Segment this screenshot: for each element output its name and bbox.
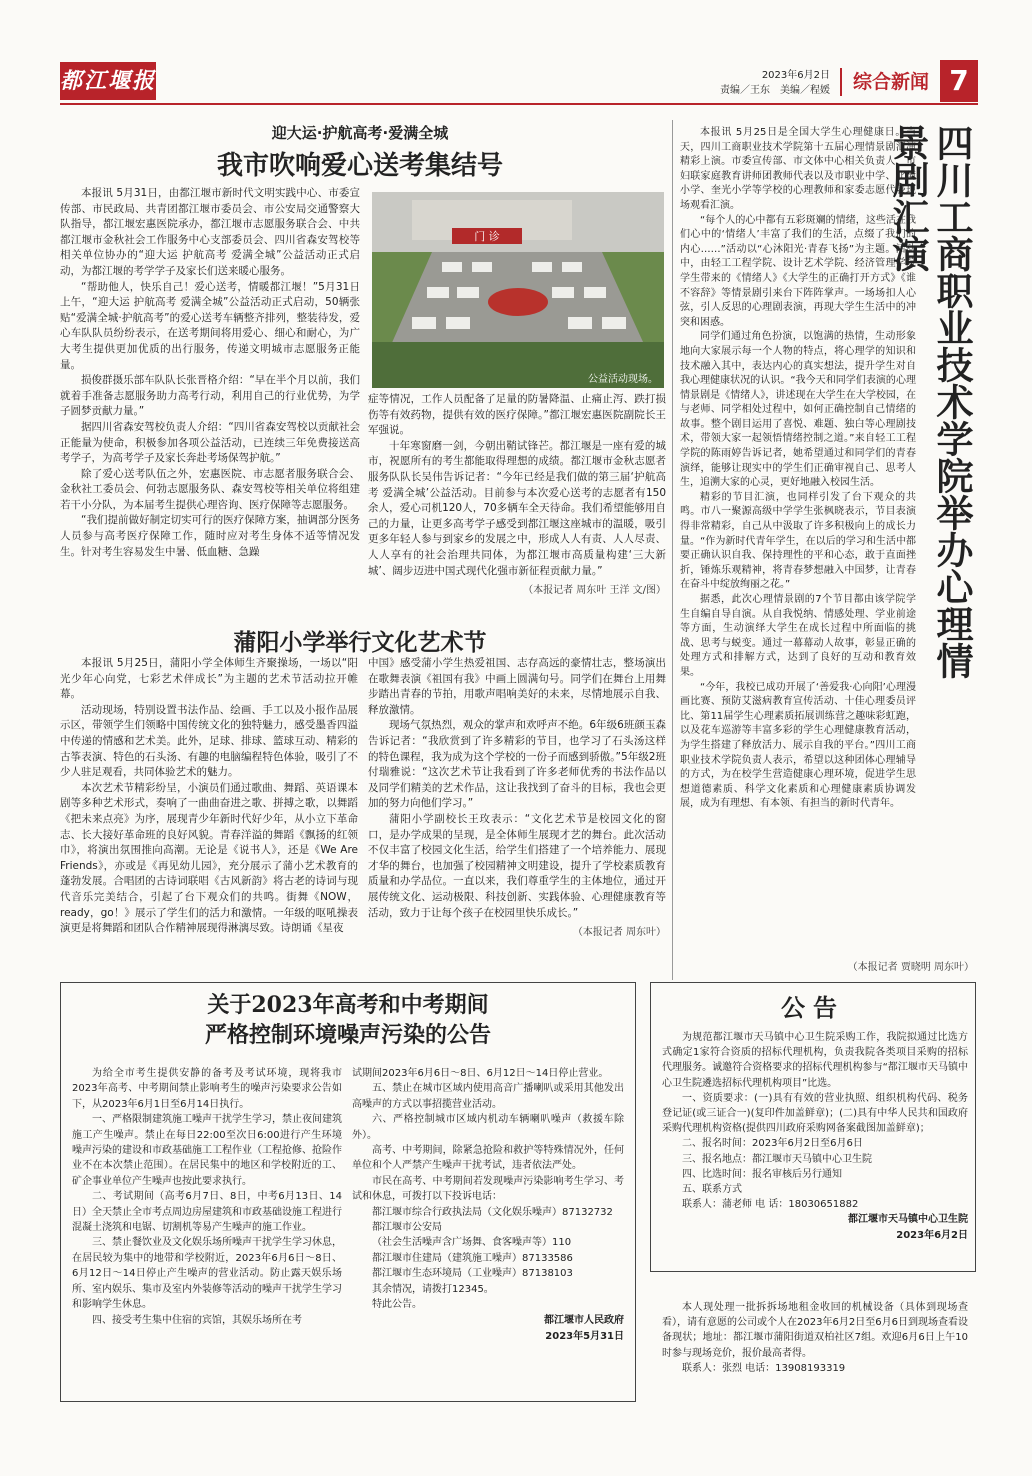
section-name: 综合新闻: [840, 68, 940, 96]
paragraph: 为给全市考生提供安静的备考及考试环境，现将我市2023年高考、中考期间禁止影响考生的噪声污染要求公告如下，从2023年6月1日至6月14日执行。: [72, 1068, 342, 1110]
paragraph: “每个人的心中都有五彩斑斓的情绪，这些活在我们心中的‘情绪人’丰富了我们的生活，点缀了我们的内心……”活动以“心沐阳光·青春飞扬”为主题。活动中，由轻工工程学院、设计艺术学院、经济管理学院学生带来的《情绪人》《大学生的正确打开方式》《谁不容辞》等情景剧引来台下阵阵掌声。一场场扣人心弦，引人反思的心理剧表演，再现大学生生活中的冲突和困惑。: [680, 214, 916, 328]
contact-line: 都江堰市生态环境局（工业噪声）87138103: [372, 1268, 573, 1280]
paragraph: 本报讯 5月31日，由都江堰市新时代文明实践中心、市委宣传部、市民政局、共青团都江堰市委员会、市公安局交通警察大队指导，都江堰宏惠医院承办，都江堰市志愿服务联合会、中共都江堰市金秋社会工作服务中心支部委员会、四川省森安驾校等相关单位协办的“迎大运 护航高考 爱满全城”公益活动正式启动，为都江堰的考学学子及家长们送来暖心服务。: [60, 187, 360, 277]
paragraph: 本报讯 5月25日，蒲阳小学全体师生齐聚操场，一场以“阳光少年心向党，七彩艺术伴成长”为主题的艺术节活动拉开帷幕。: [60, 657, 358, 701]
paragraph: 据四川省森安驾校负责人介绍：“四川省森安驾校以贡献社会正能量为使命，积极参加各项公益活动，已连续三年免费接送高考学子，为高考学子及家长奔赴考场保驾护航。”: [60, 420, 360, 465]
notice-item: 四、比选时间：报名审核后另行通知: [682, 1168, 842, 1180]
paragraph: 五、禁止在城市区域内使用高音广播喇叭或采用其他发出高噪声的方式以事招揽营业活动。: [352, 1083, 624, 1110]
paragraph: 四、接受考生集中住宿的宾馆，其娱乐场所在考: [92, 1314, 302, 1326]
article1-kicker: 迎大运·护航高考·爱满全城: [271, 124, 449, 142]
paragraph: 十年寒窗磨一剑，今朝出鞘试锋芒。都江堰是一座有爱的城市，祝愿所有的考生都能取得理想的成绩。都江堰市金秋志愿者服务队队长吴伟告诉记者：“今年已经是我们做的第三届‘护航高考 爱满全城’公益活动。目前参与本次爱心送考的志愿者有150余人，爱心司机120人，70多辆车全天待命。我们希望能够用自己的力量，让更多高考学子感受到都江堰这座城市的温暖，吸引更多年轻人参与到家乡的发展之中，形成人人有责、人人尽责、人人享有的社会治理共同体，为都江堰市高质量构建‘三大新城’、阔步迈进中国式现代化强市新征程贡献力量。”: [368, 439, 666, 577]
paragraph: 三、禁止餐饮业及文化娱乐场所噪声干扰学生学习休息，在居民较为集中的地带和学校附近，2023年6月6日～8日、6月12日～14日停止产生噪声的营业活动。防止露天娱乐场所、室内娱乐、集市及室内外装修等活动的噪声干扰学生学习和影响学生休息。: [72, 1237, 342, 1311]
notice-item: 二、报名时间：2023年6月2日至6月6日: [682, 1138, 863, 1150]
paragraph: 症等情况，工作人员配备了足量的防暑降温、止痛止泻、跌打损伤等有效药物，提供有效的医疗保障。”都江堰宏惠医院副院长王军强说。: [368, 393, 666, 437]
contact-line: 特此公告。: [372, 1299, 422, 1311]
paragraph: 除了爱心送考队伍之外，宏惠医院、市志愿者服务联合会、金秋社工委员会、何勃志愿服务队、森安驾校等相关单位将组建若干小分队，为本届考生提供心理咨询、医疗保障等志愿服务。: [60, 467, 360, 511]
article2-column-1: [60, 656, 358, 937]
event-photo: [372, 192, 664, 388]
article2-column-2: [368, 656, 666, 941]
issue-date: 2023年6月2日: [761, 70, 830, 81]
paragraph: 活动现场，特别设置书法作品、绘画、手工以及小报作品展示区，带领学生们领略中国传统文化的独特魅力，感受墨香四溢中传递的情感和艺术美。此外，足球、排球、篮球互动、精彩的古筝表演、特色的石头汤、有趣的电脑编程特色体验，吸引了不少人驻足观看，共同体验艺术的魅力。: [60, 703, 358, 779]
contact-line: 都江堰市住建局（建筑施工噪声）87133586: [372, 1252, 573, 1264]
article3-byline: （本报记者 贾晓明 周东叶）: [847, 962, 974, 973]
issue-meta: [700, 68, 830, 98]
paragraph: 市民在高考、中考期间若发现噪声污染影响考生学习、考试和休息，可拨打以下投诉电话：: [352, 1175, 624, 1203]
paragraph: 一、严格限制建筑施工噪声干扰学生学习，禁止夜间建筑施工产生噪声。禁止在每日22:00至次日6:00进行产生环境噪声污染的建设和市政基础施工工程作业（工程抢修、抢险作业不在本次禁止范围）。在居民集中的地区和学校附近的工、矿企事业单位产生噪声也按此要求执行。: [72, 1114, 342, 1187]
header-rule: [60, 103, 978, 105]
paragraph: 现场气氛热烈，观众的掌声和欢呼声不绝。6年级6班颜玉森告诉记者：“我欣赏到了许多精彩的节目，也学习了石头汤这样的特色课程，我为成为这个学校的一份子而感到骄傲。”5年级2班付瑞雅说：“这次艺术节让我看到了许多老师优秀的书法作品以及同学们精美的艺术作品，这让我找到了奋斗的目标，我也会更加的努力向他们学习。”: [368, 719, 666, 810]
paragraph: 试期间2023年6月6日～8日、6月12日～14日停止营业。: [352, 1068, 609, 1079]
paragraph: 同学们通过角色扮演，以饱满的热情，生动形象地向大家展示每一个人物的特点，将心理学的知识和技术融入其中，表达内心的真实想法，提升学生对自我心理健康状况的认识。“我今天和同学们表演的心理情景剧是《情绪人》，讲述现在大学生在大学校园，在与老师、同学相处过程中，如何正确控制自己情绪的故事。整个剧目运用了喜悦、难题、独白等心理剧技术，带领大家一起领悟情绪控制之道。”来自轻工工程学院的陈雨婷告诉记者，她希望通过和同学们的青春演绎，能够让现实中的学生们正确审视自己、思考人生，追溯大家的心灵，更好地融入校园生活。: [680, 331, 916, 489]
photo-caption: 公益活动现场。: [588, 374, 658, 385]
noise-notice-column-1: [72, 1066, 342, 1328]
article1-column-2: [368, 392, 666, 599]
paragraph: 本报讯 5月25日是全国大学生心理健康日。当天，四川工商职业技术学院第十五届心理情景剧汇演精彩上演。市委宣传部、市文体中心相关负责人，市妇联家庭教育讲师团教师代表以及市职业中学、北街小学、奎光小学等学校的心理教师和家委志愿代表现场观看汇演。: [680, 127, 916, 211]
procurement-notice-title: 公告: [781, 993, 845, 1022]
paragraph: 损俊群摄乐部车队队长张晋格介绍：“早在半个月以前，我们就着手准备志愿服务助力高考行动，利用自己的行业优势，为学子圆梦贡献力量。”: [60, 374, 360, 418]
article1-column-1: [60, 186, 360, 560]
paragraph: 本次艺术节精彩纷呈，小演员们通过歌曲、舞蹈、英语课本剧等多种艺术形式，奏响了一曲曲奋进之歌、拼搏之歌，以舞蹈《把未来点亮》为序，展现青少年新时代好少年，从小立下革命志、长大接好革命班的良好风貌。青春洋溢的舞蹈《飘扬的红领巾》，将演出氛围推向高潮。无论是《说书人》，还是《We Are Friends》，亦或是《再见幼儿园》，充分展示了蒲小艺术教育的蓬勃发展。合唱团的古诗词联唱《古风新韵》将古老的诗词与现代音乐完美结合，引起了台下观众们的共鸣。街舞《NOW，ready，go！》展示了学生们的活力和激情。一年级的呕吼操表演更是将舞蹈和团队合作精神展现得淋漓尽致。诗朗诵《星夜: [60, 781, 358, 935]
paragraph: 蒲阳小学副校长王玫表示：“文化艺术节是校园文化的窗口，是办学成果的呈现，是全体师生展现才艺的舞台。此次活动不仅丰富了校园文化生活，给学生们搭建了一个培养能力、展现才华的舞台，也加强了校园精神文明建设，提升了学校素质教育质量和办学品位。一直以来，我们尊重学生的主体地位，通过开展传统文化、运动极限、科技创新、实践体验、心理健康教育等活动，致力于让每个孩子在校园里快乐成长。”: [368, 812, 666, 919]
noise-notice-title-line1: 关于2023年高考和中考期间: [207, 992, 489, 1018]
paragraph: “今年，我校已成功开展了‘善爱我·心向阳’心理漫画比赛、预防艾滋病教育宣传活动、十佳心理委员评比、第11届学生心理素质拓展训练营之趣味彩虹跑，以及花车巡游等丰富多彩的学生心理健康教育活动，为学生搭建了释放活力、展示自我的平台。”四川工商职业技术学院负责人表示，希望以这种团体心理辅导的方式，为在校学生营造健康心理环境，促进学生思想道德素质、科学文化素质和心理健康素质协调发展，成为有理想、有本领、有担当的新时代青年。: [680, 681, 916, 810]
paragraph: “我们提前做好制定切实可行的医疗保障方案，抽调部分医务人员参与高考医疗保障工作，随时应对考生身体不适等情况发生。针对考生容易发生中暑、低血糖、急躁: [60, 514, 360, 558]
paragraph: 据悉，此次心理情景剧的7个节目都由该学院学生自编自导自演。从自我悦纳、情感处理、学业前途等方面，生动演绎大学生在成长过程中所面临的挑战、思考与蜕变。通过一幕幕动人故事，彰显正确的处理方式和排解方式，达到了良好的互动和教育效果。: [680, 594, 916, 678]
paragraph: “帮助他人，快乐自己！爱心送考，情暖都江堰！”5月31日上午，“迎大运 护航高考 爱满全城”公益活动正式启动，50辆张贴“爱满全城·护航高考”的爱心送考车辆整齐排列，整装待发，爱心车队队员纷纷表示，在送考期间将用爱心、细心和耐心，为广大考生提供更加优质的出行服务，传递文明城市志愿服务正能量。: [60, 280, 360, 371]
procurement-notice-signer: 都江堰市天马镇中心卫生院: [848, 1214, 968, 1226]
newspaper-logo: 都江堰报: [60, 62, 156, 100]
noise-notice-column-2: [352, 1066, 624, 1345]
paragraph: 为规范都江堰市天马镇中心卫生院采购工作，我院拟通过比选方式确定1家符合资质的招标代理机构，负责我院各类项目采购的招标代理服务。诚邀符合资格要求的招标代理机构参与“都江堰市天马镇中心卫生院遴选招标代理机构项目”比选。: [662, 1032, 968, 1089]
contact-line: 其余情况，请拨打12345。: [372, 1283, 494, 1295]
procurement-notice-body: [662, 1030, 968, 1244]
paragraph: 中国》感受蒲小学生热爱祖国、志存高远的豪情壮志，整场演出在歌舞表演《祖国有我》中画上圆满句号。同学们在舞台上用舞步踏出青春的节拍，用歌声唱响美好的未来，尽情地展示自我、释放激情。: [368, 657, 666, 716]
notice-item: 五、联系方式: [682, 1184, 742, 1196]
article2-title: 蒲阳小学举行文化艺术节: [233, 629, 487, 656]
article3-title: 四川工商职业技术学院举办心理情景剧汇演: [886, 124, 974, 679]
contact-line: 联系人：张烈 电话：13908193319: [682, 1362, 846, 1374]
contact-line: （社会生活噪声含广场舞、食客噪声等）110: [372, 1237, 572, 1249]
column-divider: [672, 120, 673, 980]
paragraph: 二、考试期间（高考6月7日、8日，中考6月13日、14日）全天禁止全市考点周边房屋建筑和市政基础设施工程进行混凝土浇筑和电锯、切割机等易产生噪声的施工作业。: [72, 1191, 342, 1234]
equipment-sale-notice: [662, 1300, 968, 1376]
editors-line: 责编／王东 美编／程媛: [720, 85, 830, 96]
event-photo-illustration: [372, 192, 664, 388]
noise-notice-title-line2: 严格控制环境噪声污染的公告: [204, 1022, 491, 1048]
notice-item: 联系人：蒲老师 电 话：18030651882: [682, 1199, 859, 1211]
contact-line: 都江堰市公安局: [372, 1222, 442, 1234]
noise-notice-signer: 都江堰市人民政府: [544, 1314, 624, 1326]
paragraph: 高考、中考期间，除紧急抢险和救护等特殊情况外，任何单位和个人严禁产生噪声干扰考试，违者依法严处。: [352, 1145, 624, 1172]
notice-item: 三、报名地点：都江堰市天马镇中心卫生院: [682, 1153, 872, 1165]
notice-item: 一、资质要求：(一)具有有效的营业执照、组织机构代码、税务登记证(或三证合一)(复印件加盖鲜章)；(二)具有中华人民共和国政府采购代理机构资格(提供四川政府采购网备案截图加盖鲜章)；: [662, 1092, 968, 1135]
article3-body: [680, 126, 916, 812]
article2-byline: （本报记者 周东叶）: [572, 927, 666, 939]
noise-notice-title: [60, 990, 636, 1050]
paragraph: 精彩的节目汇演，也同样引发了台下观众的共鸣。市八一聚源高级中学学生张枫晓表示，节目表演得非常精彩，自己从中汲取了许多积极向上的成长力量。“作为新时代青年学生，在以后的学习和生活中都要正确认识自我、保持理性的平和心态，敢于直面挫折，锤炼乐观精神，将青春梦想融入中国梦，让青春在奋斗中绽放绚丽之花。”: [680, 491, 916, 591]
article1-byline: （本报记者 周东叶 王洋 文/图）: [523, 585, 666, 597]
paragraph: 本人现处理一批拆拆场地租金收回的机械设备（具体到现场查看），请有意愿的公司或个人在2023年6月2日至6月6日到现场查看设备现状；地址：都江堰市蒲阳街道双柏社区7组。欢迎6月6日上午10时参与现场竞价，报价最高者得。: [662, 1302, 968, 1359]
contact-line: 都江堰市综合行政执法局（文化娱乐噪声）87132732: [372, 1206, 613, 1218]
paragraph: 六、严格控制城市区域内机动车辆喇叭噪声（救援车除外）。: [352, 1114, 624, 1141]
page-number: 7: [940, 60, 978, 102]
noise-notice-date: 2023年5月31日: [545, 1330, 624, 1342]
article1-title: 我市吹响爱心送考集结号: [216, 151, 503, 181]
procurement-notice-date: 2023年6月2日: [896, 1230, 968, 1242]
clinic-sign: 门 诊: [474, 230, 500, 243]
